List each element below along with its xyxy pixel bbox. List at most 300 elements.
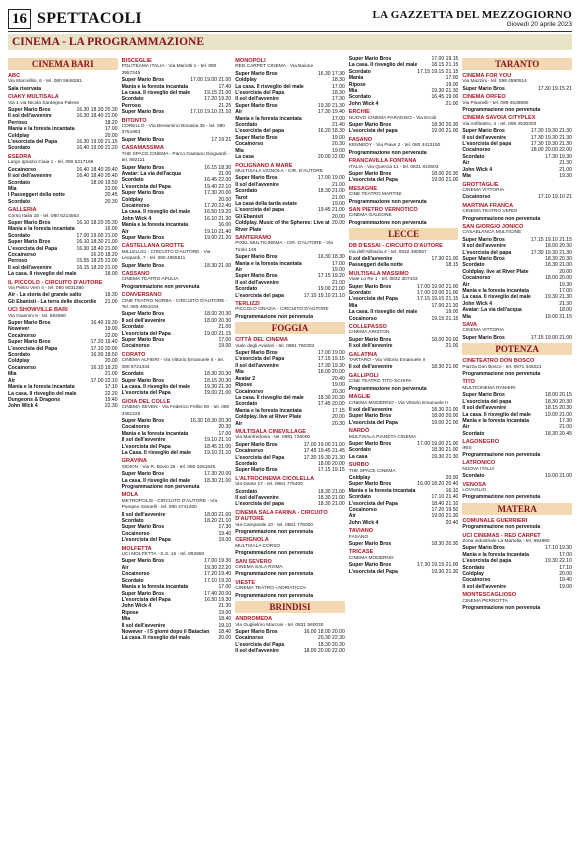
film-times: 17.10 xyxy=(559,564,572,571)
film-times: 17.30 19.30 21.30 xyxy=(530,141,572,148)
film-times: 16.10 xyxy=(445,487,459,494)
film-title: La casa. Il risveglio del male xyxy=(348,62,418,69)
film-times: 19.30 21.30 xyxy=(431,88,459,95)
film-row xyxy=(462,584,572,590)
film-title: Ripose xyxy=(348,81,366,88)
cinema-name: CASSANO xyxy=(121,271,150,277)
film-title: Super Mario Bros xyxy=(348,336,392,343)
film-title: L'esorcista del Papa xyxy=(8,345,58,352)
cinema-info: Via Mazzini - tel. 099 4590514 xyxy=(462,79,527,85)
film-title: L'esorcista del Papa xyxy=(121,183,171,190)
film-title: John Wick 4 xyxy=(348,100,379,107)
film-title: Super Mario Bros xyxy=(235,441,278,448)
film-times: 19.00 xyxy=(332,147,345,154)
film-title: Programmazione non pervenuta xyxy=(235,592,314,599)
film-title: Super Mario Bros xyxy=(462,255,505,262)
film-times: 17.00 xyxy=(559,288,572,294)
film-times: 17.00 xyxy=(332,260,345,267)
film-times: 17.30 19.15 21 xyxy=(537,85,572,92)
cinema-info: Largo Ignazio Ciaia 1 - tel. 080 5217168 xyxy=(8,160,94,166)
film-title: L'esorcista del papa xyxy=(348,128,398,135)
film-title: John Wick 4 xyxy=(462,166,493,173)
cinema-name: LAGONEGRO xyxy=(462,439,500,446)
film-times: 19.00 xyxy=(332,382,345,389)
film-title: Scordato xyxy=(462,430,485,437)
film-title: Avatar 2 xyxy=(235,375,256,382)
film-row xyxy=(349,199,459,205)
film-title: L'esorcista del papa xyxy=(462,249,512,256)
film-title: Super Mario Bros xyxy=(121,234,165,241)
film-row xyxy=(235,648,345,654)
film-times: 18.30 20.30 xyxy=(545,255,572,262)
film-title: Coldplay xyxy=(8,358,30,365)
listing-column xyxy=(462,56,572,837)
film-title: Il sol dell'avvenire xyxy=(462,134,507,141)
film-title: La casa. Il risveglio del male xyxy=(121,383,191,390)
film-row xyxy=(8,86,118,92)
cinema-name: COMUNALE GUERRIERI xyxy=(462,517,528,524)
film-title: Super Mario Bros xyxy=(121,311,165,318)
cinema-name: CINEMA SALA FARINA - CIRCUITO D'AUTORE xyxy=(235,509,328,523)
film-times: 16.30 18.50 xyxy=(90,352,118,359)
film-times: 20.30 xyxy=(332,420,345,427)
film-title: Cocainorso xyxy=(8,332,37,339)
film-title: Programmazione non pervenuta xyxy=(235,571,314,578)
region-title: CINEMA BARI xyxy=(8,58,118,70)
film-times: 21.30 xyxy=(218,603,232,610)
cinema-info: FASANO xyxy=(348,534,369,540)
film-times: 17.00 xyxy=(559,551,572,558)
film-title: Il sol dell'avvenire xyxy=(462,583,507,590)
cinema-info: CINEMA MODERNO - Via Vittorio Emanuele II xyxy=(348,400,448,406)
cinema-info: CINEMA GALEONE xyxy=(348,213,392,219)
film-title: Super Mario Bros xyxy=(121,377,165,384)
cinema-name: FRANCAVILLA FONTANA xyxy=(348,158,417,165)
film-title: Gli Ebanisti xyxy=(235,213,264,220)
film-times: 19.00 21.20 xyxy=(204,234,232,241)
film-title: L'esorcista del Papa xyxy=(8,245,58,252)
film-times: 17.10 19.30 xyxy=(545,545,572,552)
film-title: Cocainorso xyxy=(121,343,150,350)
film-title: Scordato xyxy=(121,577,144,584)
film-title: L'esorcista del papa xyxy=(235,292,284,299)
film-times: 16.30 19.00 21.15 xyxy=(76,139,118,146)
film-times: 19.00 21.15 xyxy=(545,313,572,320)
film-times: 16.15 18.30 xyxy=(204,164,232,171)
film-times: 16.20 18.30 xyxy=(317,128,345,135)
film-times: 19.30 xyxy=(559,173,572,180)
film-row xyxy=(8,271,118,277)
film-row xyxy=(462,194,572,200)
film-title: Scordato xyxy=(8,352,31,359)
cinema-name: BITONTO xyxy=(121,117,147,124)
film-times: 19.00 21.00 xyxy=(431,177,459,184)
film-title: Coldplay xyxy=(462,571,484,578)
film-title: Scordato xyxy=(235,286,258,293)
film-times: 18.40 xyxy=(218,616,232,623)
film-times: 18.30 21.00 xyxy=(431,364,459,371)
cinema-name: SAN GIORGIO JONICO xyxy=(462,223,524,230)
film-times: 17.10 xyxy=(104,384,118,391)
film-times: 16.45 22.00 xyxy=(204,177,232,184)
film-title: Coldplay xyxy=(8,132,30,139)
film-title: Scordato xyxy=(462,473,485,480)
film-times: 18.45 21.00 xyxy=(204,443,232,450)
film-times: 19.40 xyxy=(559,577,572,584)
film-row xyxy=(349,386,459,392)
film-times: 16.30 18.40 21.00 xyxy=(76,113,118,120)
film-title: Super Mario Bros xyxy=(462,545,505,552)
film-times: 18.30 20.30 xyxy=(317,641,345,648)
film-times: 17.30 19.30 21.30 xyxy=(530,128,572,135)
film-times: 16.40 19.30 xyxy=(90,320,118,327)
film-title: Perroso xyxy=(8,119,28,126)
listing-column xyxy=(122,56,232,837)
film-times: 17.00 19.30 xyxy=(204,558,232,565)
film-title: Air xyxy=(121,564,129,571)
film-title: Scordato xyxy=(235,488,258,495)
page-number: 16 xyxy=(8,9,31,29)
cinema-name: GALLERIA xyxy=(8,207,37,214)
region-title: POTENZA xyxy=(462,343,572,355)
film-title: Il sol dell'avvenire xyxy=(235,362,279,369)
film-title: Scordato xyxy=(121,96,144,103)
film-times: 17.45 20.00 xyxy=(317,401,345,408)
cinema-info: Via Marcellini, 6 - tel. 080 5648281 xyxy=(8,79,82,85)
film-title: Super Mario Bros xyxy=(235,102,278,109)
film-times: 19.15 21.15 xyxy=(431,315,459,322)
film-title: Scordato xyxy=(121,177,144,184)
film-row xyxy=(462,605,572,611)
film-title: Scordato xyxy=(121,518,144,525)
film-title: Scordato xyxy=(348,290,371,296)
cinema-name: MONOPOLI xyxy=(235,58,266,64)
film-title: John Wick 4 xyxy=(121,603,152,610)
film-row xyxy=(349,220,459,226)
film-row xyxy=(462,494,572,500)
film-title: Air xyxy=(462,160,470,167)
film-title: Mia xyxy=(462,173,471,180)
cinema-info: SIDION - Via R. Bovio 35 - tel. 080 3261645 xyxy=(121,464,216,470)
film-title: Il sol dell'avvenire xyxy=(8,113,52,120)
film-times: 17.10 21.40 xyxy=(431,494,459,501)
film-title: Coldplay xyxy=(121,196,144,203)
film-times: 16.15 18.20 21.00 xyxy=(76,264,118,271)
cinema-info: Via Guglielmo Marconi - tel. 0831 560030 xyxy=(235,622,324,628)
film-title: Programmazione non pervenuta xyxy=(462,371,541,378)
film-times: 18.00 20.00 xyxy=(317,460,345,467)
cinema-info: CINEMA ALFIERI - Via Vittorio Emanuele II - tel. 080 8721434 xyxy=(121,358,225,370)
film-times: 20.00 xyxy=(104,358,118,365)
cinema-info: CINE TEATRO TITO SCHIPA xyxy=(348,379,412,385)
film-times: 17 19 21 xyxy=(211,136,232,143)
film-times: 18.40 xyxy=(218,628,232,635)
film-times: 20.00 xyxy=(559,268,572,275)
film-title: Super Mario Bros xyxy=(348,541,392,548)
film-title: Air xyxy=(8,377,16,384)
film-title: Avatar: La via dell'acqua xyxy=(121,170,181,177)
film-times: 19.10 21.10 xyxy=(204,449,232,456)
film-title: Il sol dell'avvenire xyxy=(8,264,52,271)
cinema-name: CASTELLANA GROTTE xyxy=(121,243,185,250)
film-row xyxy=(462,173,572,179)
film-times: 18.30 21.00 xyxy=(204,262,232,269)
film-title: L'esorcista del Papa xyxy=(121,537,171,544)
film-row xyxy=(235,154,345,160)
film-title: Cocainorso xyxy=(8,166,37,173)
film-row xyxy=(462,86,572,92)
film-title: Programmazione non pervenuta xyxy=(235,550,314,557)
film-times: 16.45 19.00 xyxy=(431,94,459,101)
film-times: 17.00 xyxy=(332,115,345,122)
film-times: 18.00 20.15 xyxy=(545,392,572,399)
cinema-info: THE SPACE CINEMA xyxy=(348,468,396,474)
film-times: 17.30 20.00 xyxy=(204,471,232,478)
film-times: 17.15 19.00 21.00 xyxy=(530,334,572,341)
film-times: 16.10 18.30 21.00 xyxy=(76,239,118,246)
cinema-name: GALATINA xyxy=(348,351,378,358)
film-title: John Wick 4 xyxy=(8,403,38,410)
film-times: 17.30 21.00 xyxy=(431,255,459,262)
film-row xyxy=(462,107,572,113)
cinema-name: MOLFETTA xyxy=(121,545,152,552)
film-row xyxy=(122,390,232,396)
film-times: 21.00 xyxy=(332,194,345,201)
cinema-info: Viale Lo Re 1 - tel. 0832 307433 xyxy=(348,277,418,283)
masthead xyxy=(372,9,572,28)
film-title: Scordato xyxy=(121,371,144,378)
film-title: Mania e la foresta incantata xyxy=(462,288,529,294)
cinema-info: CINEMA SALA ROMA xyxy=(235,565,283,571)
film-title: Cocainorso xyxy=(121,424,150,431)
film-times: 18.20 xyxy=(104,119,118,126)
film-times: 16.40 19.00 21.20 xyxy=(76,145,118,152)
film-title: Il sol dell'avvenire xyxy=(462,243,507,250)
cinema-info: CINEMA MODERNO xyxy=(348,555,394,561)
film-title: Scordato xyxy=(235,460,258,467)
film-title: Super Mario Bros xyxy=(121,190,165,197)
cinema-info: TARTARO - Via Vittorio Emanuele II xyxy=(348,358,426,364)
film-title: L'esorcista del Papa xyxy=(235,641,285,648)
film-times: 19.30 21.30 xyxy=(204,383,232,390)
film-row xyxy=(122,263,232,269)
film-title: L'esorcista del Papa xyxy=(235,90,285,97)
film-times: 21.00 xyxy=(445,100,459,107)
film-row xyxy=(235,571,345,577)
film-times: 17.30 19.30 21.30 xyxy=(530,249,572,256)
film-title: Coldplay. Music of the Spheres: Live at River Plate xyxy=(235,220,330,233)
film-title: Super Mario Bros xyxy=(462,392,505,399)
film-title: Super Mario Bros xyxy=(348,283,392,290)
film-times: 21.40 xyxy=(332,122,345,129)
film-title: L'esorcista del Papa xyxy=(348,568,398,575)
film-title: Mia xyxy=(348,88,358,95)
film-title: La casa. Il risveglio del male xyxy=(121,209,191,216)
film-title: Super Mario Bros xyxy=(121,524,165,531)
film-title: Super Mario Bros xyxy=(121,417,165,424)
film-times: 19.00 xyxy=(559,583,572,590)
cinema-info: Via Campanile 10 - tel. 0881 776000 xyxy=(235,522,313,528)
film-times: 17.00 19.00 xyxy=(317,175,345,182)
film-title: Mia xyxy=(348,302,358,309)
cinema-info: UCI MOLFETTA - S.S. 16 - tel. 892960 xyxy=(121,552,205,558)
film-title: Coldplay. live at River Plate xyxy=(462,268,529,275)
film-times: 18.00 20.30 xyxy=(204,311,232,318)
cinema-name: SAN PIETRO VERNOTICO xyxy=(348,206,418,213)
cinema-info: NUOVA ITALIA xyxy=(462,466,495,472)
film-title: L'esorcista del Papa xyxy=(235,356,285,363)
film-times: 16.20 18.20 xyxy=(90,251,118,258)
film-times: 18.30 20.45 xyxy=(545,430,572,437)
film-times: 17.20 22.40 xyxy=(204,202,232,209)
newspaper-name: LA GAZZETTA DEL MEZZOGIORNO xyxy=(372,9,572,21)
film-times: 19.00 21.00 xyxy=(204,390,232,397)
cinema-name: FASANO xyxy=(348,136,373,143)
film-times: 16.00 18.00 20.00 xyxy=(303,628,345,635)
cinema-info: Piazza Don Bosco - tel. 0971 445021 xyxy=(462,364,542,370)
film-times: 17.10 19.10 21.10 xyxy=(303,292,345,299)
film-title: Programmazione non pervenuta xyxy=(121,283,200,290)
film-title: Scordato xyxy=(8,232,31,239)
film-title: John Wick 4 xyxy=(121,215,152,222)
film-times: 21.00 xyxy=(332,279,345,286)
cinema-info: Via Dante 17 - tel. 0881 775400 xyxy=(235,482,303,488)
film-times: 17.30 19.30 xyxy=(545,153,572,160)
film-title: Cocainorso xyxy=(235,141,264,148)
film-row xyxy=(349,128,459,134)
film-times: 16.40 18.40 20.40 xyxy=(76,173,118,180)
cinema-info: NUOVO CINEMA PARADISO - Via Ercoli xyxy=(348,115,437,121)
film-times: 19.00 21.30 xyxy=(431,513,459,520)
film-row xyxy=(349,420,459,426)
film-title: La casa. Il risveglio del male xyxy=(121,477,191,484)
film-title: Il sol dell'avvenire xyxy=(348,343,393,350)
cinema-name: VENOSA xyxy=(462,481,486,488)
film-times: 17.15 19.15 21.15 xyxy=(417,68,459,75)
film-times: 17.20 19.40 xyxy=(204,571,232,578)
film-times: 19.40 xyxy=(218,530,232,537)
film-times: 17.30 19.30 xyxy=(317,362,345,369)
film-times: 20.30 xyxy=(332,388,345,395)
cinema-name: UCI CINEMAS - RED CARPET xyxy=(462,532,541,539)
film-title: Scordato xyxy=(348,68,371,75)
cinema-name: CINEMA FOR YOU xyxy=(462,73,512,79)
film-title: Mania e la foresta incantata xyxy=(235,260,302,267)
film-title: L'esorcista del Papa xyxy=(348,419,398,426)
cinema-name: CITTÀ DEL CINEMA xyxy=(235,337,288,344)
film-title: Programmazione non pervenuta xyxy=(235,313,314,320)
film-times: 19.40 xyxy=(104,396,118,403)
film-times: 21.00 xyxy=(559,166,572,173)
film-title: Programmazione non pervenuta xyxy=(462,451,541,458)
cinema-name: CINETEATRO DON BOSCO xyxy=(462,358,535,365)
film-title: Super Mario Bros xyxy=(8,320,51,327)
film-times: 19.30 21.30 xyxy=(317,102,345,109)
film-times: 20.30 xyxy=(332,141,345,148)
film-title: Sala riservata xyxy=(8,85,42,92)
film-title: Super Mario Bros xyxy=(235,628,278,635)
film-times: 18.00 20.00 22.00 xyxy=(303,648,345,655)
film-row xyxy=(462,431,572,437)
cinema-name: L'ALTROCINEMA CICOLELLA xyxy=(235,475,315,482)
film-times: 18.30 21.00 xyxy=(431,447,459,454)
film-title: Avatar: La via dell'acqua xyxy=(462,307,522,314)
film-times: 19.00 xyxy=(218,343,232,350)
film-times: 21.00 xyxy=(104,371,118,378)
film-times: 21.00 xyxy=(445,343,459,350)
film-times: 20.00 xyxy=(218,196,232,203)
film-row xyxy=(349,569,459,575)
film-title: Super Mario Bros xyxy=(348,481,392,488)
film-times: 18.30 21.00 xyxy=(204,477,232,484)
film-times: 19.00 xyxy=(332,267,345,273)
cinema-name: CORATO xyxy=(121,351,146,358)
film-times: 17.15 19.15 xyxy=(317,467,345,474)
cinema-name: SURBO xyxy=(348,462,369,469)
film-title: La casa. Il risveglio del male xyxy=(348,309,418,316)
film-times: 17.00 19.00 21.00 xyxy=(303,441,345,448)
cinema-info: IRIS xyxy=(462,445,472,451)
cinema-name: POLIGNANO A MARE xyxy=(235,162,293,169)
film-times: 18.00 20.30 xyxy=(204,317,232,324)
film-times: 19.00 xyxy=(332,200,345,207)
cinema-info: Via Manfredonia - tel. 0881 726000 xyxy=(235,435,311,441)
cinema-name: CONVERSANO xyxy=(121,292,162,299)
cinema-info: Via Pisanelli - tel. 099 4536890 xyxy=(462,100,529,106)
film-title: L'esorcista del papa xyxy=(235,128,284,135)
film-title: Cocainorso xyxy=(121,571,150,578)
film-title: Il sol dell'avvenire xyxy=(121,622,166,629)
listing-banner: CINEMA - LA PROGRAMMAZIONE xyxy=(8,34,572,50)
film-title: Il sol dell'avvenire xyxy=(462,405,507,412)
film-times: 17.30 19.15 21.00 xyxy=(417,562,459,569)
film-times: 18.40 21.10 xyxy=(431,500,459,507)
film-times: 20.00 xyxy=(332,220,345,227)
film-times: 21.25 xyxy=(218,102,232,109)
film-title: Cocainorso xyxy=(348,315,377,322)
film-title: Cocainorso xyxy=(8,251,37,258)
film-title: Programmazione non pervenuta xyxy=(348,219,427,226)
film-title: Super Mario Bros xyxy=(235,254,278,261)
cinema-name: MOLA xyxy=(121,492,139,499)
cinema-name: IL PICCOLO - CIRCUITO D'AUTORE xyxy=(8,279,103,286)
film-times: 20.00 22.00 xyxy=(317,154,345,161)
cinema-name: UCI SHOWVILLE BARI xyxy=(8,307,68,314)
film-times: 19.30 xyxy=(559,281,572,288)
film-times: 17.00 xyxy=(218,337,232,344)
film-times: 16.50 19.30 xyxy=(204,596,232,603)
film-title: Cocainorso xyxy=(8,364,37,371)
film-title: Programmazione non pervenuta xyxy=(348,149,427,156)
film-title: Super Mario Bros xyxy=(348,122,392,129)
cinema-name: GALLIPOLI xyxy=(348,372,379,379)
film-row xyxy=(8,199,118,205)
film-row xyxy=(235,529,345,535)
film-times: 18.15 20.30 xyxy=(545,405,572,412)
section-title: SPETTACOLI xyxy=(37,9,142,27)
cinema-name: LATRONICO xyxy=(462,460,496,467)
cinema-name: ANDROMEDA xyxy=(235,616,273,623)
film-times: 16.00 xyxy=(104,226,118,233)
film-times: 18.00 20.00 xyxy=(317,369,345,376)
film-row xyxy=(8,299,118,305)
film-times: 21.00 xyxy=(104,185,118,192)
film-title: Super Mario Bros xyxy=(348,56,392,62)
film-times: 18.15 xyxy=(445,262,459,269)
region-title: BRINDISI xyxy=(235,601,345,613)
film-title: Super Mario Bros xyxy=(121,337,165,344)
film-title: Programmazione non pervenuta xyxy=(348,198,427,205)
